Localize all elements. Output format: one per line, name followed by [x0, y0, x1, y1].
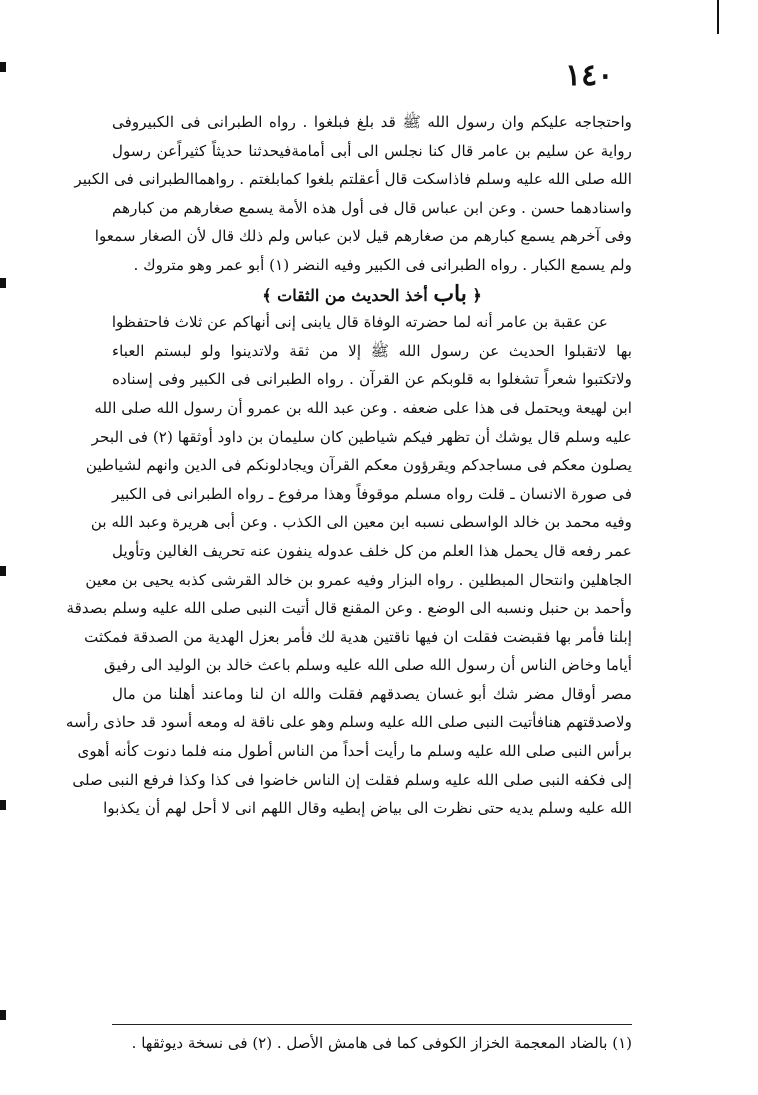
scan-edge-mark [0, 800, 6, 810]
section-heading: ﴿ باب أخذ الحديث من الثقات ﴾ [262, 280, 482, 307]
text-line: عن عقبة بن عامر أنه لما حضرته الوفاة قال يابنى إنى أنهاكم عن ثلاث فاحتفظوا [111, 313, 608, 332]
scan-edge-mark [0, 278, 6, 288]
footnotes: (١) بالضاد المعجمة الخزاز الكوفى كما فى هامش الأصل . (٢) فى نسخة ديوثقها . [131, 1034, 632, 1052]
text-line: الجاهلين وانتحال المبطلين . رواه البزار وفيه عمرو بن خالد القرشى كذبه يحيى بن معين [85, 570, 632, 589]
page-number: ١٤٠ [565, 58, 614, 93]
text-line: ولاصدقتهم هنافأتيت النبى صلى الله عليه وسلم وهو على ناقة له ومعه أسود قد حاذى رأسه [65, 713, 632, 732]
text-line: عمر رفعه قال يحمل هذا العلم من كل خلف عدوله ينفون عنه تحريف الغالين وتأويل [112, 541, 632, 560]
text-line: وأحمد بن حنبل ونسبه الى الوضع . وعن المقنع قال أتيت النبى صلى الله عليه وسلم بصدقة [66, 599, 632, 618]
text-line: وفيه محمد بن خالد الواسطى نسبه ابن معين الى الكذب . وعن أبى هريرة وعبد الله بن [90, 513, 632, 532]
text-line: وفى آخرهم يسمع كبارهم من صغارهم قيل لابن عباس ولم ذلك قال لأن الصغار سمعوا [94, 227, 632, 246]
text-line: مصر أوقال مضر شك أبو غسان يصدقهم فقلت والله ان لنا وماعند أهلنا من مال [112, 684, 632, 703]
text-line: ابن لهيعة ويحتمل فى هذا على ضعفه . وعن عبد الله بن عمرو أن رسول الله صلى الله [94, 398, 632, 417]
heading-title: أخذ الحديث من الثقات [277, 285, 428, 305]
text-line: إبلنا فأمر بها فقبضت فقلت ان فيها ناقتين هدية لك فأمر بعزل الهدية من الصدقة فمكثت [84, 627, 632, 646]
text-line: برأس النبى صلى الله عليه وسلم ما رأيت أحداً من الناس أطول منه فلما دنوت كأنه أهوى [77, 742, 632, 761]
scan-edge-mark [717, 0, 719, 34]
text-line: ولاتكتبوا شعراً تشغلوا به قلوبكم عن القرآن . رواه الطبرانى فى الكبير وفى إسناده [112, 370, 632, 389]
footnote-divider [112, 1024, 632, 1025]
text-line: واحتجاجه عليكم وان رسول الله ﷺ قد بلغ فبلغوا . رواه الطبرانى فى الكبيروفى [112, 113, 632, 131]
text-line: ولم يسمع الكبار . رواه الطبرانى فى الكبير وفيه النضر (١) أبو عمر وهو متروك . [133, 255, 632, 274]
scan-edge-mark [0, 62, 6, 72]
heading-bab: باب [433, 280, 467, 307]
text-line: يصلون معكم فى مساجدكم ويقرؤون معكم القرآن ويجادلونكم فى الدين وانهم لشياطين [85, 456, 632, 475]
text-line: واسنادهما حسن . وعن ابن عباس قال فى أول هذه الأمة يسمع صغارهم من كبارهم [112, 198, 632, 217]
page-body [65, 108, 632, 823]
text-line: الله صلى الله عليه وسلم فاذاسكت قال أعقلتم بلغوا كمابلغتم . رواهماالطبرانى فى الكبير [74, 170, 632, 189]
text-line: الله عليه وسلم يديه حتى نظرت الى بياض إبطيه وقال اللهم انى لا أحل لهم أن يكذبوا [103, 799, 632, 818]
text-line: إلى فكفه النبى صلى الله عليه وسلم فقلت إن الناس خاضوا فى كذا وكذا فرفع النبى صلى [72, 770, 632, 789]
text-line: أياما وخاض الناس أن رسول الله صلى الله عليه وسلم باعث خالد بن الوليد الى رفيق [104, 656, 632, 675]
scan-edge-mark [0, 566, 6, 576]
scan-edge-mark [0, 1010, 6, 1020]
text-line: بها لاتقبلوا الحديث عن رسول الله ﷺ إلا من ثقة ولاتدينوا ولو لبستم العباء [112, 341, 632, 360]
text-line: فى صورة الانسان ـ قلت رواه مسلم موقوفاً وهذا مرفوع ـ رواه الطبرانى فى الكبير [112, 484, 632, 503]
text-line: رواية عن سليم بن عامر قال كنا نجلس الى أبى أمامةفيحدثنا حديثاً كثيراًعن رسول [112, 141, 632, 160]
text-line: عليه وسلم قال يوشك أن تظهر فيكم شياطين كان سليمان بن داود أوثقها (٢) فى البحر [91, 427, 632, 446]
